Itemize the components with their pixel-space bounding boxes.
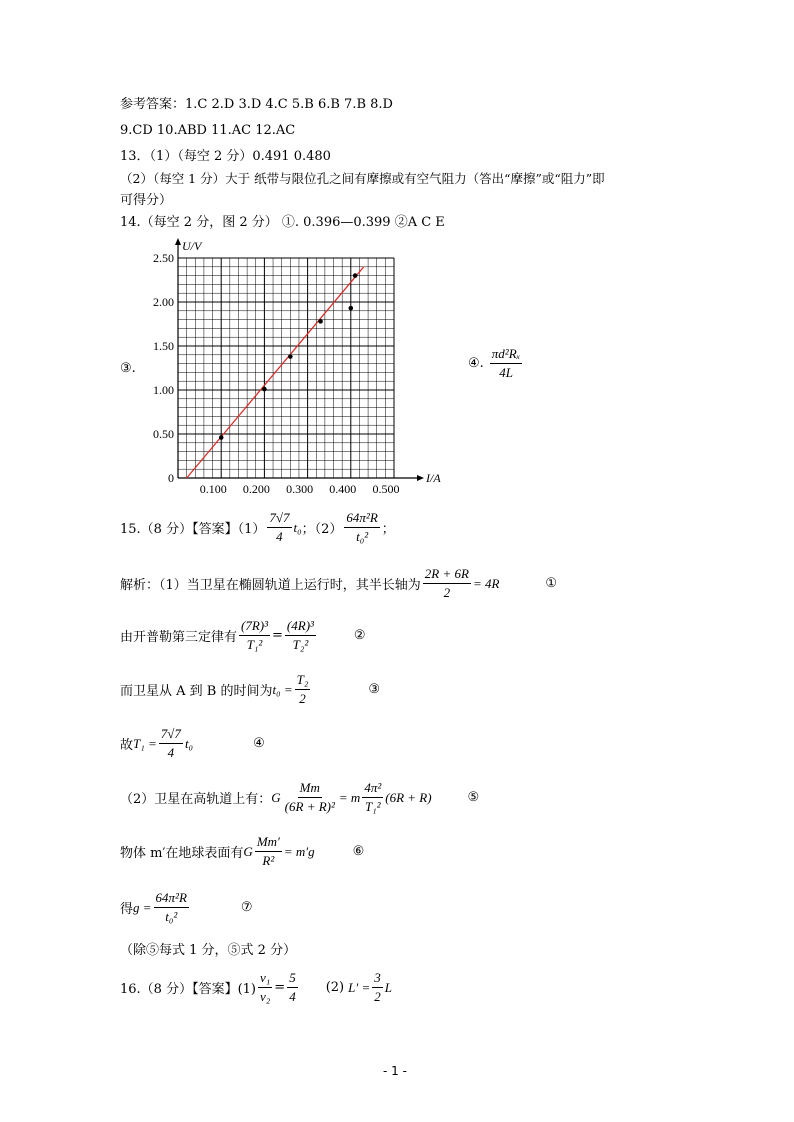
q15-step-4 [120, 726, 265, 761]
q15-s5-g: G [271, 789, 281, 805]
answers-line-2: 9.CD 10.ABD 11.AC 12.AC [120, 123, 296, 138]
q15-s7-num: 64π²R [154, 890, 189, 908]
q16-a1-num: v₁ [258, 970, 272, 988]
q15-s3-num: T₂ [295, 672, 311, 690]
q15-s5-num2: 4π² [362, 780, 383, 798]
y-tick-label: 2.50 [153, 251, 174, 265]
q14-part4-label: ④. [468, 356, 484, 371]
data-point [288, 354, 293, 359]
data-point [349, 306, 354, 311]
data-point [219, 435, 224, 440]
q15-a2-num: 64π²R [344, 510, 379, 528]
page-number: - 1 - [383, 1064, 407, 1078]
q15-s6-mark: ⑥ [352, 844, 365, 859]
y-tick-label: 1.50 [153, 339, 174, 353]
q15-s3-lhs: t₀ = [272, 681, 293, 697]
q15-sep: ；（2） [301, 522, 343, 537]
q15-a1-t: t₀ [293, 519, 302, 535]
q16-a2-lhs: L′ = [348, 979, 371, 995]
q15-s5-tail: (6R + R) [385, 789, 432, 805]
y-tick-label: 0.50 [153, 427, 174, 441]
x-tick-label: 0.100 [199, 482, 227, 494]
q16-answer: 16.（8 分）【答案】(1) $\frac{\text{v₁}}{\text{v₂}}$ = $\frac{5}{4}$ (2) L′ = $\frac{3}{2}$ L [120, 970, 392, 1004]
q15-s2-l-den: T₁² [246, 637, 263, 652]
x-tick-label: 0.500 [372, 482, 400, 494]
q15-s2-text: 由开普勒第三定律有 [120, 630, 238, 645]
q14-a4-numerator: πd²Rₓ [490, 346, 523, 364]
q16-a2-num: 3 [372, 970, 383, 988]
q15-s2-mark: ② [353, 628, 366, 643]
q15-s5-text: （2）卫星在高轨道上有： [120, 792, 272, 807]
q15-s4-lhs: T₁ = [133, 735, 157, 751]
q13-line-3: 可得分） [120, 193, 173, 208]
q15-s7-lhs: g = [133, 899, 152, 915]
q15-s6-rhs: = m′g [283, 843, 315, 859]
q15-a1-num: 7√7 [267, 510, 291, 528]
iu-chart [130, 236, 450, 494]
q15-s5-den1: (6R + R)² [284, 799, 335, 814]
data-point [353, 273, 358, 278]
q15-s1-num: 2R + 6R [423, 566, 471, 584]
q16-a1-rhs-den: 4 [289, 989, 296, 1004]
q15-step-6 [120, 834, 364, 869]
q15-s4-num: 7√7 [159, 726, 183, 744]
q15-s6-text: 物体 m′在地球表面有 [120, 846, 244, 861]
data-point [318, 319, 323, 324]
y-tick-label: 1.00 [153, 383, 174, 397]
q15-s5-den2: T₁² [364, 799, 381, 814]
q15-tail: ； [381, 522, 395, 537]
q16-mid: (2) [325, 980, 345, 995]
q15-s2-r-den: T₂² [292, 637, 309, 652]
iu-chart-svg [130, 236, 450, 494]
x-tick-label: 0.400 [329, 482, 357, 494]
x-tick-label: 0.300 [286, 482, 314, 494]
q16-a2-den: 2 [374, 989, 381, 1004]
q15-s1-mark: ① [545, 576, 558, 591]
q16-a1-rhs-num: 5 [287, 970, 298, 988]
q15-s7-den: t₀² [165, 909, 178, 924]
x-axis-arrow [417, 475, 424, 481]
q15-a1-den: 4 [276, 529, 283, 544]
q15-s7-mark: ⑦ [240, 900, 253, 915]
q15-s6-num: Mm′ [255, 834, 282, 852]
q16-a1-den: v₂ [260, 989, 271, 1004]
q14-line: 14.（每空 2 分，图 2 分） ①. 0.396—0.399 ②A C E [120, 215, 445, 230]
y-tick-label: 0 [168, 471, 174, 485]
q15-s6-den: R² [262, 853, 275, 868]
q15-s4-mark: ④ [253, 736, 265, 751]
q15-head: 15.（8 分）【答案】（1） [120, 522, 266, 537]
q15-step-2: 由开普勒第三定律有 $\frac{\text{(7R)³}}{\text{T₁²}}$ = $\frac{\text{(4R)³}}{\text{T₂²}}$ ② [120, 618, 366, 652]
q15-answer [120, 510, 395, 545]
q15-s4-den: 4 [167, 745, 175, 760]
q13-line-1: 13．（1）（每空 2 分）0.491 0.480 [120, 149, 331, 164]
q15-s1-den: 2 [443, 585, 451, 600]
q15-s4-text: 故 [120, 738, 134, 753]
q15-s7-text: 得 [120, 902, 134, 917]
q15-a2-den: t₀² [356, 529, 369, 544]
q16-a2-tail: L [384, 979, 392, 995]
q16-head: 16.（8 分）【答案】(1) [120, 982, 256, 997]
q15-s1-rhs: = 4R [472, 575, 500, 591]
q15-s3-text: 而卫星从 A 到 B 的时间为 [120, 684, 273, 699]
q15-s2-l-num: (7R)³ [239, 618, 270, 636]
q15-step-1 [120, 566, 557, 601]
answers-line-1: 参考答案：1.C 2.D 3.D 4.C 5.B 6.B 7.B 8.D [120, 97, 393, 112]
y-axis-label: U/V [182, 239, 202, 253]
q15-step-7 [120, 890, 253, 925]
y-axis-arrow [175, 238, 181, 245]
q15-s2-r-num: (4R)³ [285, 618, 316, 636]
q15-s5-mark: ⑤ [467, 790, 480, 805]
x-axis-label: I/A [426, 471, 441, 485]
x-tick-label: 0.200 [242, 482, 270, 494]
q15-s3-mark: ③ [368, 682, 381, 697]
y-tick-label: 2.00 [153, 295, 174, 309]
q14-answer-4 [468, 346, 524, 381]
q15-s4-t: t₀ [184, 735, 194, 751]
q15-s1-text: 解析：（1）当卫星在椭圆轨道上运行时，其半长轴为 [120, 578, 421, 593]
q15-s3-den: 2 [299, 691, 306, 706]
q14-a4-denominator: 4L [499, 365, 513, 380]
q15-s5-num1: Mm [298, 780, 322, 798]
q13-line-2: （2）（每空 1 分）大于 纸带与限位孔之间有摩擦或有空气阻力（答出“摩擦”或“阻力”即 [120, 171, 605, 186]
q15-s6-g: G [243, 843, 253, 859]
q15-step-3 [120, 672, 380, 707]
data-point [262, 387, 267, 392]
q14-part3: ③. [120, 361, 136, 376]
q15-score-note: （除⑤每式 1 分，⑤式 2 分） [120, 943, 297, 958]
q15-s5-mid: = m [338, 789, 361, 805]
q15-step-5 [120, 780, 479, 815]
